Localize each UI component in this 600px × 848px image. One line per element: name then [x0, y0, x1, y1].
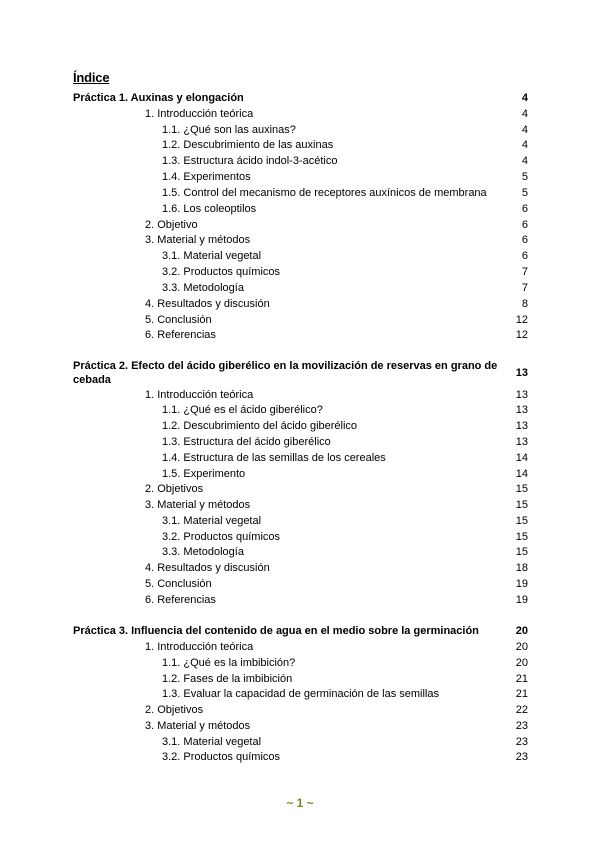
toc-entry-label: Práctica 3. Influencia del contenido de agua en el medio sobre la germinación — [73, 625, 479, 637]
toc-entry-page: 4 — [521, 155, 528, 167]
toc-entry-page: 18 — [515, 562, 528, 574]
toc-entry-page: 14 — [515, 468, 528, 480]
toc-entry-page: 13 — [515, 389, 528, 401]
toc-entry-page: 4 — [521, 139, 528, 151]
toc-entry-page: 23 — [515, 736, 528, 748]
toc-entry-label: 1. Introducción teórica — [145, 108, 254, 120]
toc-entry-row — [0, 233, 600, 248]
toc-entry-page: 12 — [515, 314, 528, 326]
toc-entry-row — [0, 545, 600, 560]
toc-entry-label: 1.4. Experimentos — [162, 171, 251, 183]
toc-entry-page: 15 — [515, 515, 528, 527]
toc-entry-label: 1.6. Los coleoptilos — [162, 203, 257, 215]
toc-entry-label: 6. Referencias — [145, 594, 216, 606]
toc-entry-page: 15 — [515, 483, 528, 495]
toc-entry-page: 15 — [515, 499, 528, 511]
toc-entry-label: 3.2. Productos químicos — [162, 266, 281, 278]
toc-entry-page: 8 — [521, 298, 528, 310]
toc-entry-label: 3.1. Material vegetal — [162, 250, 262, 262]
toc-entry-row — [0, 297, 600, 312]
toc-entry-label: 3.1. Material vegetal — [162, 736, 262, 748]
toc-entry-page: 19 — [515, 578, 528, 590]
toc-entry-row — [0, 467, 600, 482]
toc-entry-page: 23 — [515, 720, 528, 732]
toc-entry-label: 3.2. Productos químicos — [162, 531, 281, 543]
toc-entry-page: 6 — [521, 203, 528, 215]
toc-entry-row — [0, 265, 600, 280]
toc-entry-label: Práctica 1. Auxinas y elongación — [73, 92, 244, 104]
toc-entry-page: 7 — [521, 266, 528, 278]
toc-entry-page: 5 — [521, 187, 528, 199]
toc-entry-label: 2. Objetivos — [145, 704, 204, 716]
toc-entry-row — [0, 482, 600, 497]
toc-entry-page: 12 — [515, 329, 528, 341]
toc-entry-page: 6 — [521, 219, 528, 231]
page-number-footer: ~ 1 ~ — [286, 796, 314, 810]
toc-entry-label: 1.2. Descubrimiento del ácido giberélico — [162, 420, 358, 432]
toc-entry-page: 20 — [515, 625, 528, 637]
toc-entry-label: 1.3. Evaluar la capacidad de germinación de las semillas — [162, 688, 439, 700]
toc-entry-label: 1.3. Estructura del ácido giberélico — [162, 436, 331, 448]
toc-entry-page: 13 — [515, 404, 528, 416]
toc-entry-page: 13 — [515, 420, 528, 432]
toc-entry-page: 15 — [515, 531, 528, 543]
toc-entry-label: 4. Resultados y discusión — [145, 298, 270, 310]
toc-entry-row — [0, 561, 600, 576]
toc-entry-row — [0, 107, 600, 122]
toc-entry-row — [0, 202, 600, 217]
toc-entry-page: 19 — [515, 594, 528, 606]
toc-entry-label: 3.1. Material vegetal — [162, 515, 262, 527]
toc-entry-row — [0, 328, 600, 343]
toc-entry-label: 4. Resultados y discusión — [145, 562, 270, 574]
toc-entry-page: 22 — [515, 704, 528, 716]
toc-entry-row — [0, 281, 600, 296]
toc-entry-row — [0, 154, 600, 169]
toc-title: Índice — [73, 70, 110, 85]
toc-entry-label: 3.3. Metodología — [162, 282, 244, 294]
toc-entry-label: 1.3. Estructura ácido indol-3-acético — [162, 155, 338, 167]
toc-entry-label: 3. Material y métodos — [145, 499, 251, 511]
toc-entry-row — [0, 514, 600, 529]
toc-entry-row — [0, 403, 600, 418]
toc-entry-row — [0, 123, 600, 138]
toc-entry-page: 5 — [521, 171, 528, 183]
toc-chapter-row — [0, 91, 600, 106]
toc-entry-label: 2. Objetivo — [145, 219, 198, 231]
toc-entry-row — [0, 419, 600, 434]
toc-entry-label: 5. Conclusión — [145, 314, 212, 326]
toc-entry-row — [0, 313, 600, 328]
toc-entry-label: 1.1. ¿Qué son las auxinas? — [162, 124, 296, 136]
toc-entry-label: 1.2. Descubrimiento de las auxinas — [162, 139, 334, 151]
toc-entry-row — [0, 656, 600, 671]
toc-entry-page: 4 — [521, 124, 528, 136]
toc-entry-label: Práctica 2. Efecto del ácido giberélico en la movilización de reservas en grano de cebada — [73, 360, 498, 386]
toc-entry-page: 14 — [515, 452, 528, 464]
toc-entry-row — [0, 750, 600, 765]
toc-entry-label: 3. Material y métodos — [145, 720, 251, 732]
toc-entry-row — [0, 388, 600, 403]
toc-entry-label: 1.1. ¿Qué es la imbibición? — [162, 657, 296, 669]
toc-entry-page: 13 — [515, 367, 528, 379]
toc-entry-page: 23 — [515, 751, 528, 763]
toc-entry-page: 20 — [515, 641, 528, 653]
toc-entry-page: 6 — [521, 234, 528, 246]
toc-entry-row — [0, 249, 600, 264]
toc-entry-page: 13 — [515, 436, 528, 448]
toc-entry-label: 1. Introducción teórica — [145, 641, 254, 653]
toc-entry-page: 4 — [521, 92, 528, 104]
toc-chapter-row — [0, 624, 600, 639]
toc-entry-label: 3. Material y métodos — [145, 234, 251, 246]
toc-entry-row — [0, 640, 600, 655]
toc-entry-row — [0, 186, 600, 201]
toc-entry-label: 1.5. Experimento — [162, 468, 246, 480]
toc-entry-label: 1.1. ¿Qué es el ácido giberélico? — [162, 404, 323, 416]
toc-entry-row — [0, 530, 600, 545]
toc-entry-row — [0, 672, 600, 687]
toc-entry-row — [0, 138, 600, 153]
toc-entry-row — [0, 687, 600, 702]
toc-entry-label: 3.3. Metodología — [162, 546, 244, 558]
toc-entry-page: 21 — [515, 673, 528, 685]
toc-entry-label: 1.4. Estructura de las semillas de los cereales — [162, 452, 386, 464]
toc-entry-label: 6. Referencias — [145, 329, 216, 341]
toc-entry-label: 3.2. Productos químicos — [162, 751, 281, 763]
toc-entry-row — [0, 703, 600, 718]
toc-entry-row — [0, 577, 600, 592]
toc-entry-label: 1. Introducción teórica — [145, 389, 254, 401]
toc-entry-row — [0, 719, 600, 734]
toc-entry-row — [0, 498, 600, 513]
toc-entry-page: 21 — [515, 688, 528, 700]
toc-entry-label: 5. Conclusión — [145, 578, 212, 590]
toc-entry-page: 15 — [515, 546, 528, 558]
toc-entry-row — [0, 451, 600, 466]
toc-entry-row — [0, 735, 600, 750]
toc-entry-row — [0, 435, 600, 450]
toc-entry-page: 20 — [515, 657, 528, 669]
toc-entry-row — [0, 218, 600, 233]
toc-entry-label: 1.2. Fases de la imbibición — [162, 673, 293, 685]
toc-entry-page: 4 — [521, 108, 528, 120]
toc-entry-page: 7 — [521, 282, 528, 294]
toc-entry-row — [0, 593, 600, 608]
toc-entry-row — [0, 170, 600, 185]
toc-entry-label: 1.5. Control del mecanismo de receptores auxínicos de membrana — [162, 187, 487, 199]
toc-entry-label: 2. Objetivos — [145, 483, 204, 495]
toc-chapter-row — [0, 359, 600, 389]
toc-entry-page: 6 — [521, 250, 528, 262]
